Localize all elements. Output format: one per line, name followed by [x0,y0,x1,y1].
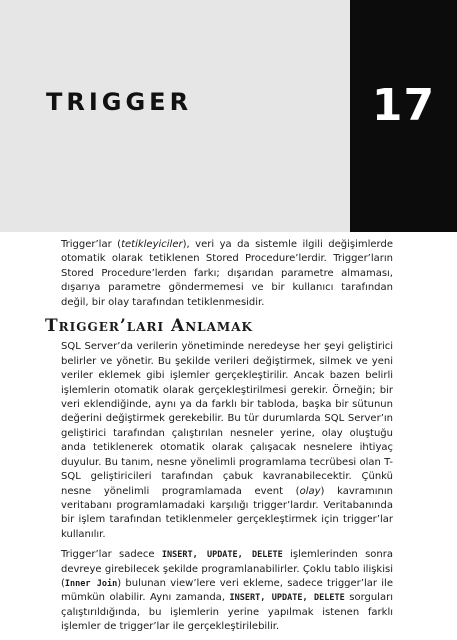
p1-italic: olay [299,485,321,497]
p2-text-1: Trigger’lar sadece [61,549,162,561]
intro-italic: tetikleyiciler [121,239,183,250]
p2-text-3: ) bulunan view’lere veri ekleme, sadece trigger’lar ile mümkün olabilir. Aynı zamanda, [61,577,393,604]
intro-text-1: Trigger’lar ( [61,239,122,250]
p1-text-1: SQL Server’da verilerin yönetiminde neredeyse her şeyi geliştirici belirler ve yönetir. Bu şekilde verileri değiştirmek, silmek ve yeni veriler eklemek gibi işlemler gerçekleştirilir. Ancak bazen belirli işlemlerin otomatik olarak gerçekleştirilmesi gerekir. Örneğin; bir veri eklendiğinde, aynı ya da farklı bir tabloda, başka bir sütunun değerini değiştirmek gerekebilir. Bu tür durumlarda SQL Server’ın geliştirici tarafından çalıştırılan nesneler yerine, olay oluştuğu anda tetiklenerek otomatik olarak çalışacak nesnelere ihtiyaç duyulur. Bu tanım, nesne yönelimli programlama tecrübesi olan T-SQL geliştiricileri tarafından çabuk kavranabilecektir. Çünkü nesne yönelimli programlamada event ( [61,341,393,497]
p2-code-2: Inner Join [64,578,118,589]
p2-code-3: INSERT, UPDATE, DELETE [229,593,345,604]
intro-text-2: ), veri ya da sistemle ilgili değişimlerde otomatik olarak tetiklenen Stored Procedure’lerdir. Trigger’ların Stored Procedure’lerden farkı; dışarıdan parametre almaması, dışarıya parametre göndermemesi ve bir kullanıcı tarafından değil, bir olay tarafından tetiklenmesidir. [61,239,393,308]
chapter-title: TRIGGER [46,88,193,116]
section-paragraph-1 [61,340,393,542]
p1-text-2: ) kavramının veritabanı programlamadaki karşılığı trigger’lardır. Veritabanında bir işlem tarafından tetiklenmeler gerçekleştirmek için trigger’lar kullanılır. [61,485,393,540]
intro-paragraph [61,238,393,310]
section-paragraph-2 [61,548,393,634]
section-heading: Trigger’ları Anlamak [45,316,253,337]
page-body [45,238,394,635]
p2-text-4: sorguları çalıştırıldığında, bu işlemlerin yerine yapılmak istenen farklı işlemler de trigger’lar ile gerçekleştirilebilir. [61,592,393,633]
p2-text-2: işlemlerinden sonra devreye girebilecek şekilde programlanabilirler. Çoklu tablo ilişkisi ( [61,549,394,589]
chapter-number: 17 [371,80,436,131]
p2-code-1: INSERT, UPDATE, DELETE [161,550,283,561]
chapter-number-block [350,0,457,232]
chapter-header-band [0,0,350,232]
